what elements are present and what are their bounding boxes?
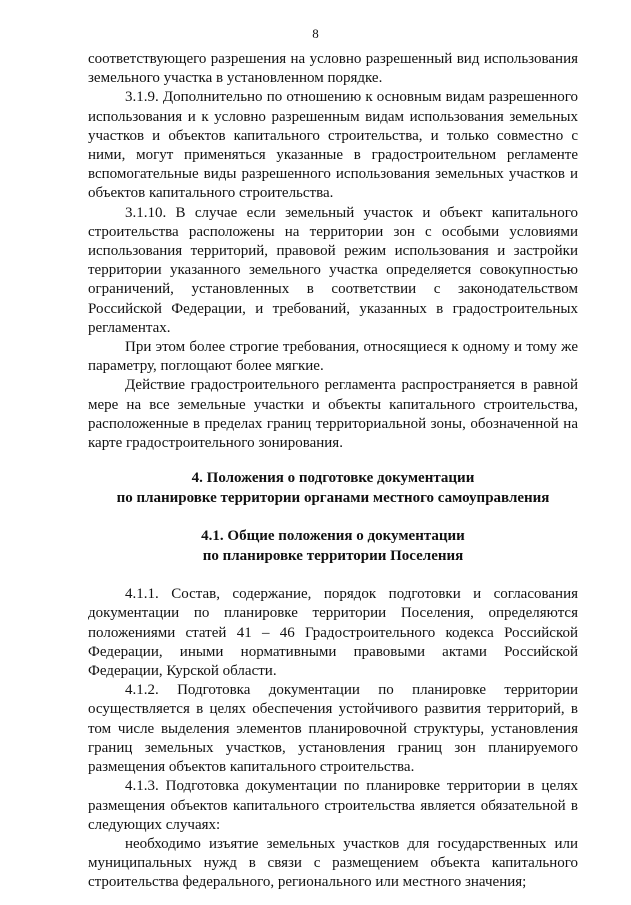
subsection-heading-line-1: 4.1. Общие положения о документации (201, 528, 465, 545)
section-heading-line-1: 4. Положения о подготовке документации (191, 470, 475, 487)
document-body (88, 50, 578, 893)
section-heading-line-2: по планировке территории органами местного самоуправления (116, 489, 550, 506)
paragraph-4-1-3: 4.1.3. Подготовка документации по планировке территории в целях размещения объектов капитального строительства является обязательной в следующих случаях: (88, 778, 578, 833)
section-heading (88, 469, 578, 508)
page-number: 8 (312, 26, 319, 41)
paragraph: необходимо изъятие земельных участков для государственных или муниципальных нужд в связи с размещением объекта капитального строительства федерального, регионального или местного значения; (88, 835, 578, 891)
paragraph-3-1-10: 3.1.10. В случае если земельный участок и объект капитального строительства расположены на территории зон с особыми условиями использования территорий, правовой режим использования и застройки территории указанного земельного участка определяется совокупностью ограничений, установленных в соответствии с законодательством Российской Федерации, и требований, указанных в градостроительных регламентах. (88, 204, 578, 336)
paragraph-3-1-9: 3.1.9. Дополнительно по отношению к основным видам разрешенного использования и к условно разрешенным видам использования земельных участков и объектов капитального строительства, и только совместно с ними, могут применяться указанные в градостроительном регламенте вспомогательные виды разрешенного использования земельных участков и объектов капитального строительства. (88, 89, 578, 202)
paragraph: При этом более строгие требования, относящиеся к одному и тому же параметру, поглощают более мягкие. (88, 339, 578, 375)
paragraph-4-1-1: 4.1.1. Состав, содержание, порядок подготовки и согласования документации по планировке территории Поселения, определяются положениями статей 41 – 46 Градостроительного кодекса Российской Федерации, иными нормативными правовыми актами Российской Федерации, Курской области. (88, 586, 578, 680)
paragraph-4-1-2: 4.1.2. Подготовка документации по планировке территории осуществляется в целях обеспечения устойчивого развития территорий, в том числе выделения элементов планировочной структуры, установления границ земельных участков, установления границ зон планируемого размещения объектов капитального строительства. (88, 682, 578, 776)
paragraph: соответствующего разрешения на условно разрешенный вид использования земельного участка в установленном порядке. (88, 51, 578, 87)
subsection-heading (88, 527, 578, 566)
paragraph: Действие градостроительного регламента распространяется в равной мере на все земельные участки и объекты капитального строительства, расположенные в пределах границ территориальной зоны, обозначенной на карте градостроительного зонирования. (88, 377, 578, 452)
subsection-heading-line-2: по планировке территории Поселения (202, 547, 464, 564)
